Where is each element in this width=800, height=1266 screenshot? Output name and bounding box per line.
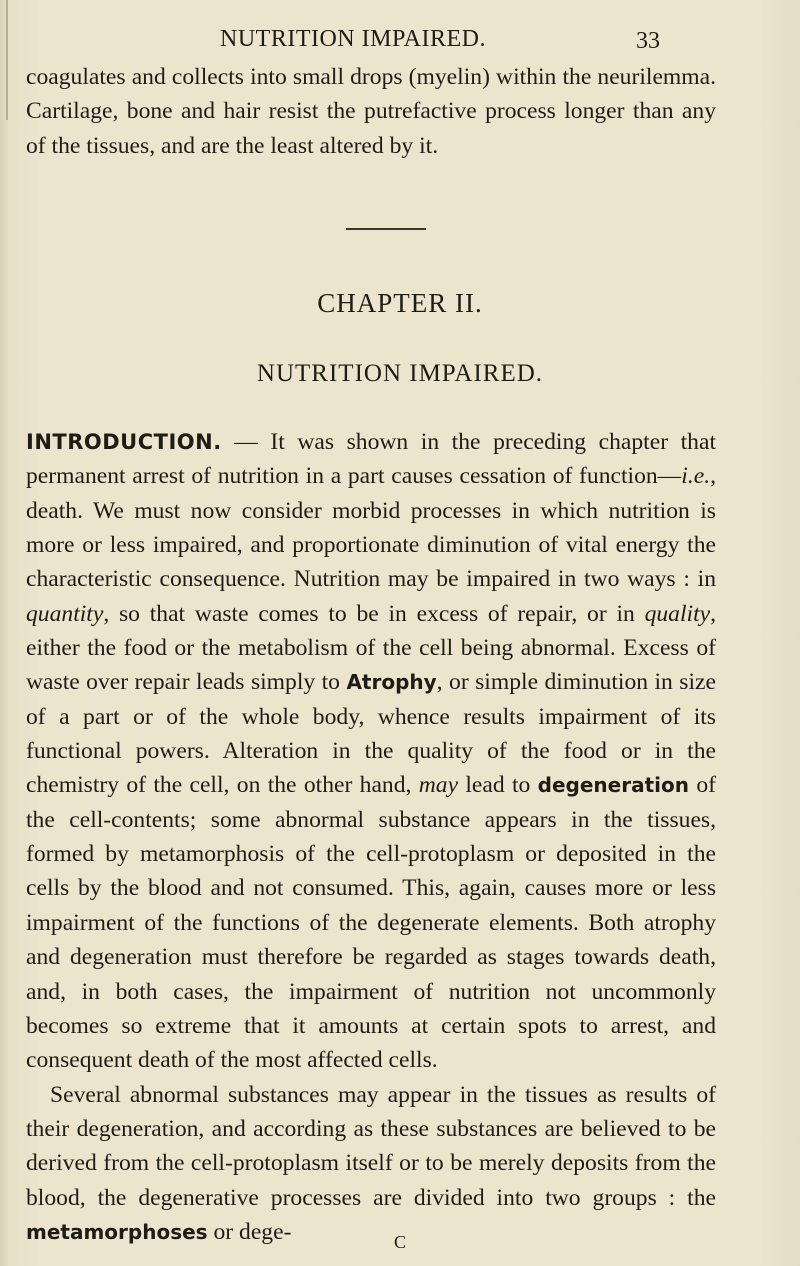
second-paragraph (26, 1078, 716, 1250)
intro-quantity: quantity (26, 600, 104, 627)
page-edge-line (6, 0, 8, 120)
introduction-paragraph (26, 425, 716, 1078)
continued-paragraph (26, 60, 716, 163)
chapter-title: NUTRITION IMPAIRED. (256, 360, 544, 387)
introduction-heading: INTRODUCTION. (26, 430, 222, 454)
section-rule (346, 228, 426, 230)
page-number: 33 (636, 28, 660, 54)
intro-text-2: , death. We must now consider morbid processes in which nutrition is more or less impaired, and proportionate diminution of vital energy the characteristic consequence. Nutrition may be impaired in two ways : in (26, 463, 716, 593)
term-metamorphoses: metamorphoses (26, 1219, 208, 1244)
top-paragraph: coagulates and collects into small drops (myelin) within the neurilemma. Cartilage, bone and hair resist the putrefactive process longer than any of the tissues, and are the least altered by it. (26, 64, 716, 159)
running-head (0, 26, 800, 56)
second-paragraph-text: Several abnormal substances may appear in the tissues as results of their degeneration, and according as these substances are believed to be derived from the cell-protoplasm itself or to be merely deposits from the blood, the degenerative processes are divided into two groups : the (26, 1081, 716, 1211)
term-atrophy: Atrophy (346, 670, 437, 695)
main-text (26, 425, 716, 1249)
intro-text-6: lead to (458, 772, 538, 799)
intro-may: may (418, 772, 459, 799)
intro-ie: i.e. (681, 463, 711, 490)
second-paragraph-tail: or dege- (207, 1218, 292, 1245)
chapter-number: CHAPTER II. (317, 288, 483, 318)
signature-mark: C (393, 1232, 406, 1252)
term-degeneration: degeneration (537, 773, 689, 798)
intro-text-5: , or simple diminution in size of a part or of the whole body, whence results impairment of its functional powers. Alteration in the quality of the food or in the chemistry of the cell, on the other hand, (26, 669, 716, 799)
running-title: NUTRITION IMPAIRED. (220, 26, 486, 52)
intro-quality: quality (644, 600, 711, 627)
intro-text-3: , so that waste comes to be in excess of repair, or in (103, 600, 645, 627)
intro-text-1: — It was shown in the preceding chapter that permanent arrest of nutrition in a part causes cessation of function— (26, 429, 716, 490)
intro-text-7: of the cell-contents; some abnormal substance appears in the tissues, formed by metamorphosis of the cell-protoplasm or deposited in the cells by the blood and not consumed. This, again, causes more or less impairment of the functions of the degenerate elements. Both atrophy and degeneration must therefore be regarded as stages towards death, and, in both cases, the impairment of nutrition not uncommonly becomes so extreme that it amounts at certain spots to arrest, and consequent death of the most affected cells. (26, 772, 716, 1074)
intro-text-4: , either the food or the metabolism of the cell being abnormal. Excess of waste over repair leads simply to (26, 600, 716, 696)
